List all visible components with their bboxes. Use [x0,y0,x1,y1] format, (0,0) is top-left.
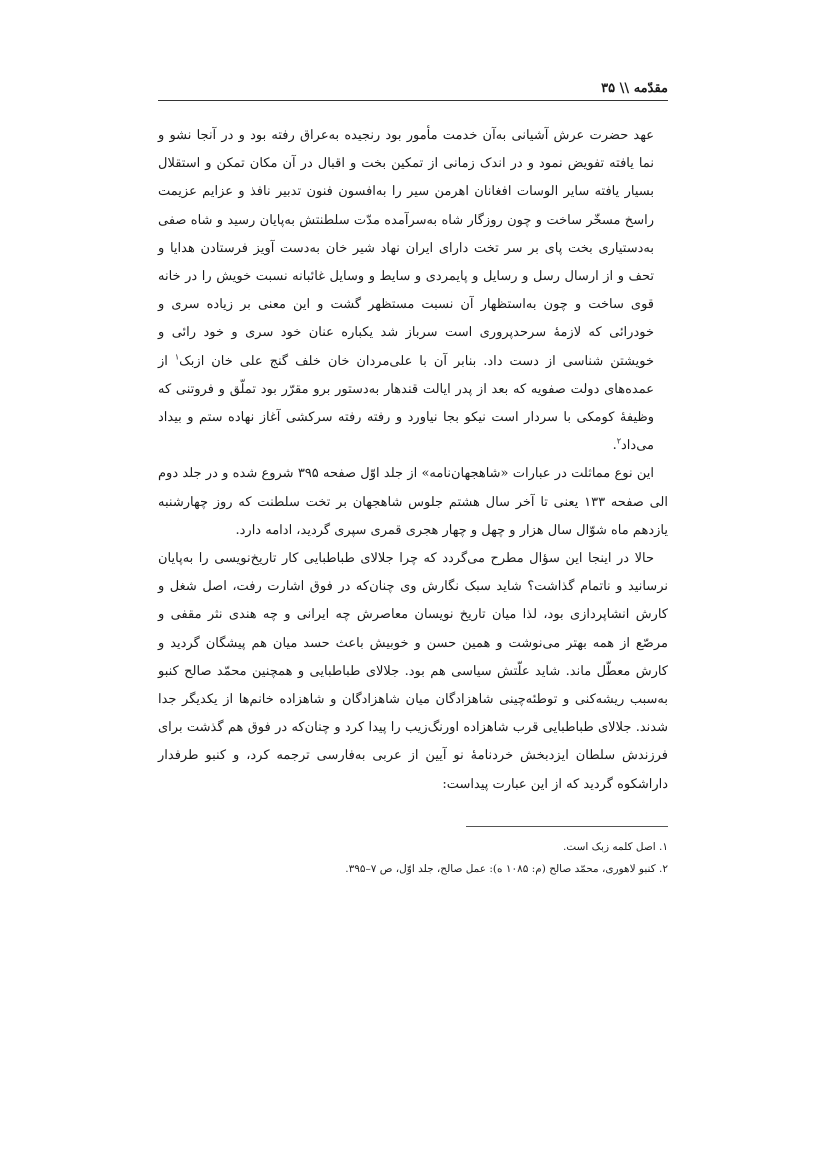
body-text [158,122,668,799]
paragraph-3: حالا در اینجا این سؤال مطرح می‌گردد که چرا جلالای طباطبایی کار تاریخ‌نویسی را به‌پایان نرسانید و ناتمام گذاشت؟ شاید سبک نگارش وی چنان‌که در فوق اشارت رفت، اصل شغل و کارش انشاپردازی بود، لذا میان تاریخ نویسان معاصرش چه ایرانی و چه هندی نثر مقفی و مرصّع از همه بهتر می‌نوشت و همین حسن و خوبیش باعث حسد میان هم پیشگان گردید و کارش معطّل ماند. شاید علّتش سیاسی هم بود. جلالای طباطبایی و همچنین محمّد صالح کنبو به‌سبب ریشه‌کنی و توطئه‌چینی شاهزادگان میان شاهزادگان و شاهزاده خانم‌ها از یکدیگر جدا شدند. جلالای طباطبایی قرب شاهزاده اورنگ‌زیب را پیدا کرد و چنان‌که در فوق هم گذشت برای فرزندش سلطان ایزدبخش خردنامهٔ نو آیین از عربی به‌فارسی ترجمه کرد، و کنبو طرفدار داراشکوه گردید که از این عبارت پیداست: [158,551,668,792]
paragraph-2: این نوع مماثلت در عبارات «شاهجهان‌نامه» از جلد اوّل صفحه ۳۹۵ شروع شده و در جلد دوم الی صفحه ۱۳۳ یعنی تا آخر سال هشتم جلوس شاهجهان بر تخت سلطنت که روز چهارشنبه یازدهم ماه شوّال سال هزار و چهل و چهار هجری قمری سپری گردید، ادامه دارد. [158,466,669,538]
footnote-ref-1: ۱ [174,352,180,362]
footnote-ref-2: ۲ [616,436,621,446]
paragraph-1-part-b: از عمده‌های دولت صفویه که بعد از پدر ایالت قندهار به‌دستور برو مقرّر بود تملّق و فروتنی که وظیفهٔ کومکی با سردار است نیکو بجا نیاورد و رفته رفته سرکشی آغاز نهاده ستم و بیداد می‌داد [158,353,654,454]
footnote-rule [466,826,668,827]
header-rule [158,100,668,101]
footnote-1: ۱. اصل کلمه زبک است. [562,841,668,853]
running-head-title: مقدّمه \\ ۳۵ [601,81,668,96]
paragraph-1-end: . [612,438,617,454]
paragraph-1 [158,122,668,460]
paragraph-1-part-a: عهد حضرت عرش آشیانی به‌آن خدمت مأمور بود رنجیده به‌عراق رفته بود و در آنجا نشو و نما یافته تفویض نمود و در اندک زمانی از تمکین بخت و اقبال در آن مکان تمکن و استقلال بسیار یافته سایر الوسات افغانان اهرمن سیر را به‌افسون فنون تدبیر نافذ و عزایم عزیمت راسخ مسخّر ساخت و چون روزگار شاه به‌سرآمده مدّت سلطنتش به‌پایان رسید و شاه صفی به‌دستیاری بخت پای بر سر تخت دارای ایران نهاد شیر خان به‌دست آویز فرستادن هدایا و تحف و از ارسال رسل و رسایل و پایمردی و سایط و وسایل غائبانه نسبت خویش را در خانه قوی ساخت و چون به‌استظهار آن نسبت مستظهر گشت و این معنی بر زیاده سری و خودرائی که لازمهٔ سرحدپروری است سرباز شد یکباره عنان خود سری و خود رائی و خویشتن شناسی از دست داد. بنابر آن با علی‌مردان خان خلف گنج علی خان ازبک [158,128,654,369]
footnote-2: ۲. کنبو لاهوری، محمّد صالح (م: ۱۰۸۵ ه): عمل صالح، جلد اوّل، ص ۷–۳۹۵. [345,863,668,875]
footnotes [158,836,668,880]
running-head [158,78,668,100]
